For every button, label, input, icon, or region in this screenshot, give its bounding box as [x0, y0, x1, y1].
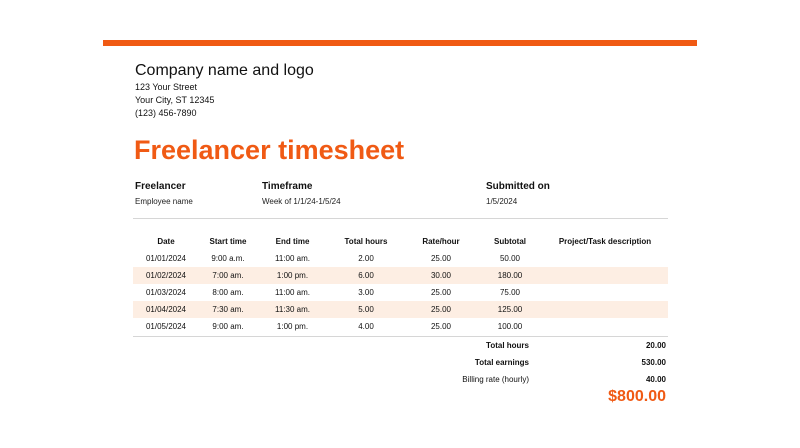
cell-date: 01/01/2024: [145, 254, 187, 263]
total-earnings-row: [400, 358, 666, 367]
cell-rate: 25.00: [430, 254, 452, 263]
cell-subtotal: 75.00: [499, 288, 521, 297]
total-hours-value: 20.00: [645, 341, 666, 350]
cell-subtotal: 100.00: [497, 322, 523, 331]
billing-rate-value: 40.00: [645, 375, 666, 384]
billing-rate-row: [400, 375, 666, 384]
cell-total-hours: 3.00: [358, 288, 374, 297]
billing-rate-label: Billing rate (hourly): [462, 375, 529, 384]
header-subtotal: Subtotal: [494, 236, 526, 246]
table-row: [133, 250, 668, 267]
header-start-time: Start time: [209, 236, 247, 246]
company-name: Company name and logo: [135, 62, 314, 79]
company-city: Your City, ST 12345: [135, 95, 215, 105]
grand-total: $800.00: [608, 388, 666, 405]
freelancer-label: Freelancer: [135, 181, 186, 192]
table-row: [133, 284, 668, 301]
table-row: [133, 267, 668, 284]
timeframe-label: Timeframe: [262, 181, 313, 192]
cell-rate: 25.00: [430, 305, 452, 314]
cell-total-hours: 2.00: [358, 254, 374, 263]
document-title: Freelancer timesheet: [134, 135, 405, 165]
total-hours-label: Total hours: [486, 341, 529, 350]
table-row: [133, 301, 668, 318]
total-earnings-label: Total earnings: [474, 358, 529, 367]
section-divider: [133, 218, 668, 219]
cell-end-time: 11:30 am.: [275, 305, 310, 314]
total-hours-row: [400, 341, 666, 350]
header-description: Project/Task description: [558, 236, 652, 246]
table-row: [133, 318, 668, 335]
header-date: Date: [157, 236, 175, 246]
cell-subtotal: 180.00: [497, 271, 523, 280]
cell-start-time: 7:30 am.: [212, 305, 244, 314]
cell-rate: 30.00: [430, 271, 452, 280]
freelancer-value: Employee name: [135, 197, 193, 206]
header-rate: Rate/hour: [422, 236, 460, 246]
company-phone: (123) 456-7890: [135, 108, 197, 118]
cell-subtotal: 50.00: [499, 254, 521, 263]
cell-date: 01/04/2024: [145, 305, 187, 314]
cell-start-time: 9:00 a.m.: [211, 254, 245, 263]
cell-start-time: 8:00 am.: [212, 288, 244, 297]
cell-date: 01/05/2024: [145, 322, 187, 331]
submitted-label: Submitted on: [486, 181, 550, 192]
cell-end-time: 1:00 pm.: [276, 322, 309, 331]
cell-total-hours: 6.00: [358, 271, 374, 280]
header-total-hours: Total hours: [344, 236, 388, 246]
cell-total-hours: 5.00: [358, 305, 374, 314]
table-header-row: [133, 232, 668, 250]
cell-rate: 25.00: [430, 322, 452, 331]
cell-date: 01/03/2024: [145, 288, 187, 297]
company-street: 123 Your Street: [135, 82, 198, 92]
cell-start-time: 7:00 am.: [212, 271, 244, 280]
accent-bar: [103, 40, 697, 46]
cell-rate: 25.00: [430, 288, 452, 297]
table-bottom-rule: [133, 336, 668, 337]
cell-subtotal: 125.00: [497, 305, 523, 314]
header-end-time: End time: [275, 236, 310, 246]
cell-total-hours: 4.00: [358, 322, 374, 331]
submitted-value: 1/5/2024: [486, 197, 518, 206]
submitted-field: [486, 181, 550, 208]
cell-end-time: 11:00 am.: [275, 254, 310, 263]
timesheet-table: [133, 232, 668, 335]
cell-start-time: 9:00 am.: [212, 322, 244, 331]
cell-end-time: 1:00 pm.: [276, 271, 309, 280]
cell-date: 01/02/2024: [145, 271, 187, 280]
cell-end-time: 11:00 am.: [275, 288, 310, 297]
timeframe-value: Week of 1/1/24-1/5/24: [262, 197, 341, 206]
total-earnings-value: 530.00: [641, 358, 666, 367]
company-block: [135, 61, 314, 120]
freelancer-field: [135, 181, 193, 208]
timeframe-field: [262, 181, 341, 208]
